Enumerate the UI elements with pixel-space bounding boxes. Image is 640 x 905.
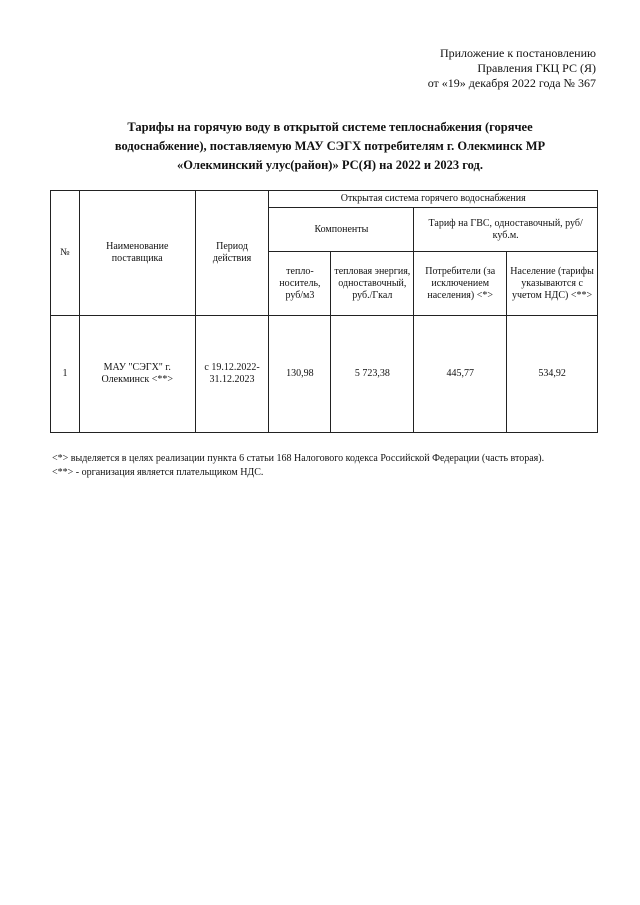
- cell-heat-carrier: 130,98: [269, 316, 331, 433]
- header-period: Период действия: [195, 191, 269, 316]
- appendix-header: [428, 46, 596, 91]
- header-heat-carrier: тепло-носитель, руб/м3: [269, 252, 331, 316]
- title-line-2: водоснабжение), поставляемую МАУ СЭГХ потребителям г. Олекминск МР: [114, 139, 546, 153]
- header-consumers: Потребители (за исключением населения) <*>: [414, 252, 507, 316]
- header-population: Население (тарифы указываются с учетом НДС) <**>: [507, 252, 598, 316]
- cell-supplier: МАУ "СЭГХ" г. Олекминск <**>: [79, 316, 195, 433]
- cell-number: 1: [51, 316, 80, 433]
- cell-period: с 19.12.2022-31.12.2023: [195, 316, 269, 433]
- tariff-table: [50, 190, 598, 433]
- header-heat-energy: тепловая энергия, одноставочный, руб./Гкал: [331, 252, 414, 316]
- header-tariff: Тариф на ГВС, одноставочный, руб/куб.м.: [414, 208, 598, 252]
- footnotes: [52, 452, 544, 480]
- cell-heat-energy: 5 723,38: [331, 316, 414, 433]
- cell-consumers: 445,77: [414, 316, 507, 433]
- document-title: [95, 118, 565, 175]
- header-open-system: Открытая система горячего водоснабжения: [269, 191, 598, 208]
- footnote-2: <**> - организация является плательщиком НДС.: [52, 467, 264, 478]
- appendix-line-3: от «19» декабря 2022 года № 367: [427, 76, 596, 90]
- cell-population: 534,92: [507, 316, 598, 433]
- title-line-1: Тарифы на горячую воду в открытой системе теплоснабжения (горячее: [127, 120, 533, 134]
- header-components: Компоненты: [269, 208, 414, 252]
- footnote-1: <*> выделяется в целях реализации пункта 6 статьи 168 Налогового кодекса Российской Федерации (часть вторая).: [52, 453, 545, 464]
- appendix-line-1: Приложение к постановлению: [439, 46, 596, 60]
- title-line-3: «Олекминский улус(район)» РС(Я) на 2022 и 2023 год.: [176, 158, 483, 172]
- header-supplier: Наименование поставщика: [79, 191, 195, 316]
- header-number: №: [51, 191, 80, 316]
- table-row: [51, 316, 598, 433]
- appendix-line-2: Правления ГКЦ РС (Я): [477, 61, 596, 75]
